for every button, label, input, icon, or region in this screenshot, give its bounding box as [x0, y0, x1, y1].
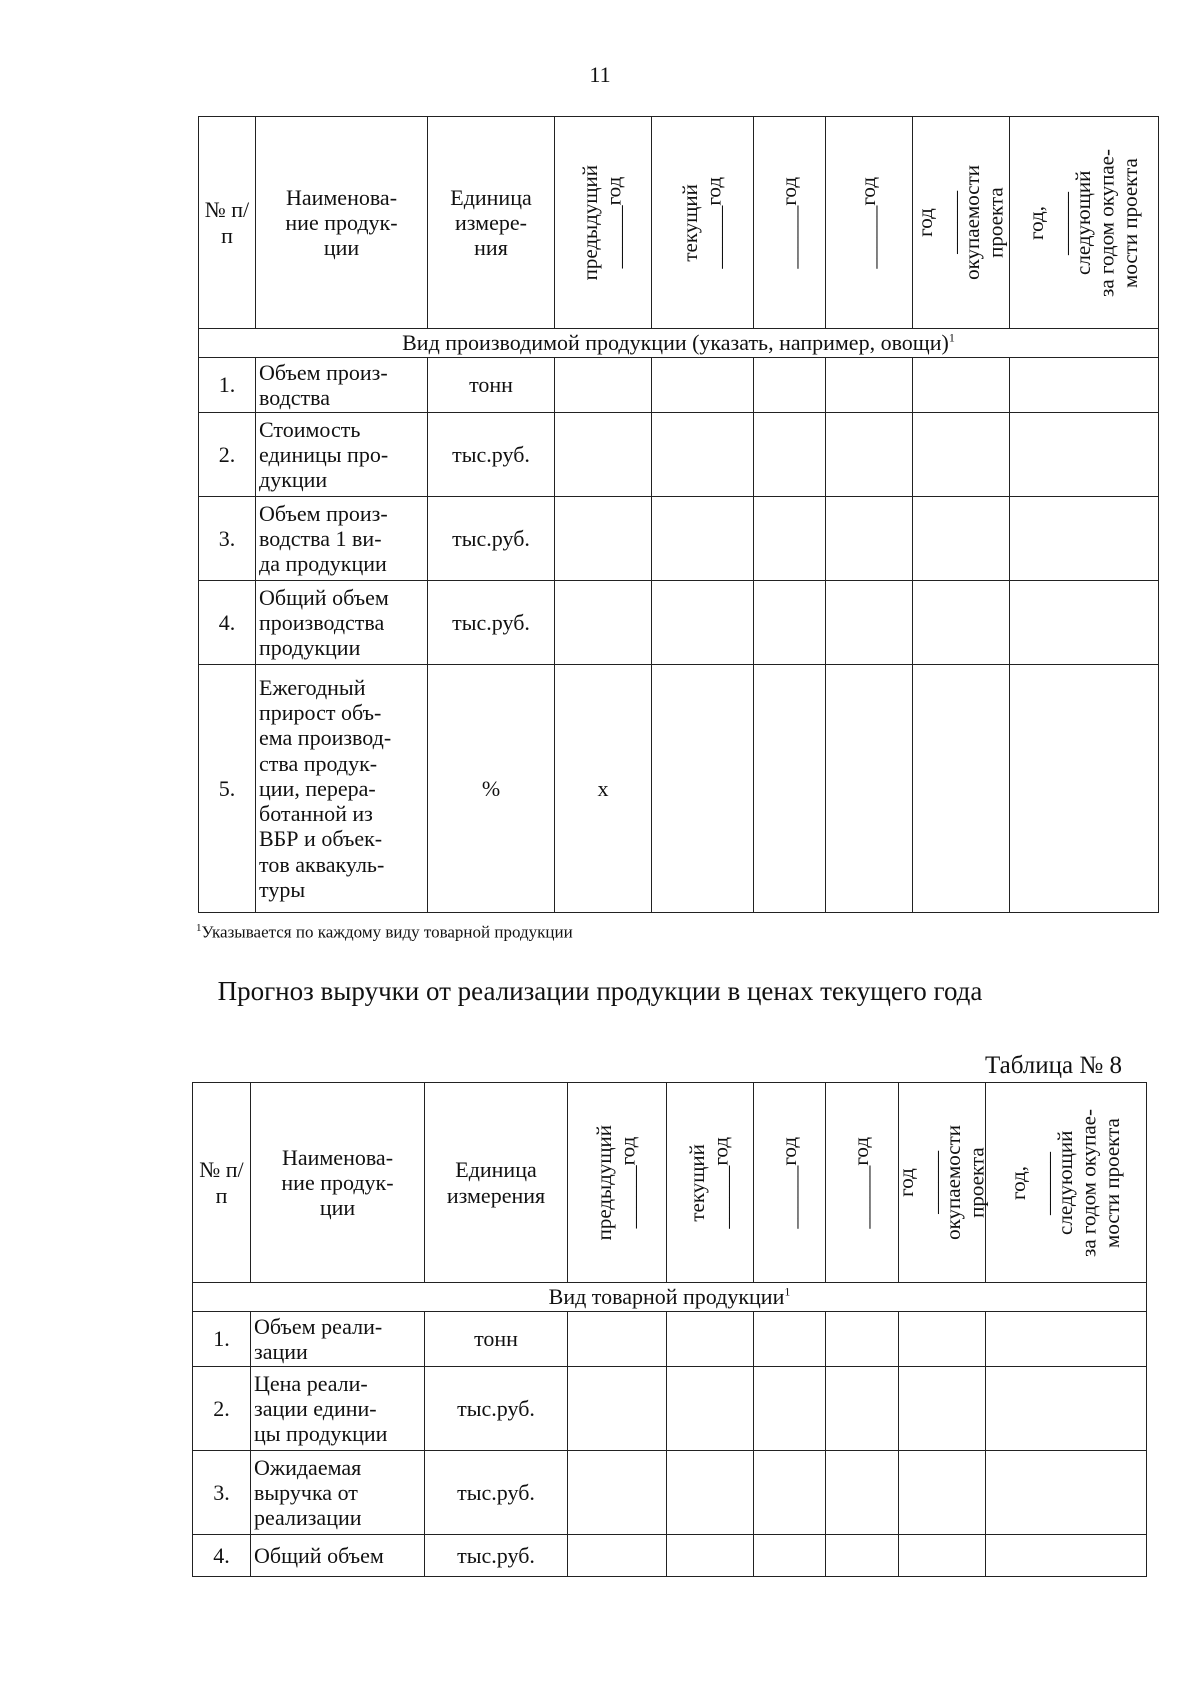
- header-year-payback: год ______ окупаемости проекта: [899, 1083, 986, 1283]
- section-row: [199, 329, 1159, 358]
- production-table: [198, 116, 1159, 913]
- header-num: № п/п: [193, 1083, 251, 1283]
- table-header-row: [199, 117, 1159, 329]
- section-title: Прогноз выручки от реализации продукции в ценах текущего года: [217, 976, 983, 1006]
- table-row: 5. Ежегодный прирост объ- ема производ- ства продук- ции, перера- ботанной из ВБР и объек- тов аквакуль- туры % x: [199, 665, 1159, 913]
- table-number-label: Таблица № 8: [984, 1052, 1122, 1079]
- header-name: Наименова- ние продук- ции: [256, 117, 428, 329]
- header-year-4: ______год: [826, 117, 913, 329]
- header-year-4: ______год: [826, 1083, 899, 1283]
- revenue-table: [192, 1082, 1147, 1577]
- table-row: 2. Стоимость единицы про- дукции тыс.руб.: [199, 413, 1159, 497]
- header-name: Наименова- ние продук- ции: [251, 1083, 425, 1283]
- section-label: Вид производимой продукции (указать, например, овощи)$^1$: [199, 329, 1159, 358]
- header-unit: Единица измерения: [425, 1083, 568, 1283]
- header-year-3: ______год: [754, 117, 826, 329]
- table-row: 1. Объем реали- зации тонн: [193, 1312, 1147, 1367]
- table-row: 1. Объем произ- водства тонн: [199, 358, 1159, 413]
- header-year-current: текущий ______год: [667, 1083, 754, 1283]
- footnote: $^1$Указывается по каждому виду товарной продукции: [196, 922, 573, 942]
- section-row: [193, 1283, 1147, 1312]
- header-num: № п/п: [199, 117, 256, 329]
- table-row: 3. Объем произ- водства 1 ви- да продукции тыс.руб.: [199, 497, 1159, 581]
- table-row: 4. Общий объем тыс.руб.: [193, 1535, 1147, 1577]
- header-year-prev: предыдущий ______год: [555, 117, 652, 329]
- header-year-payback: год ______ окупаемости проекта: [913, 117, 1010, 329]
- header-year-after-payback: год, ______ следующий за годом окупае- мости проекта: [986, 1083, 1147, 1283]
- header-year-prev: предыдущий ______год: [568, 1083, 667, 1283]
- table-row: 2. Цена реали- зации едини- цы продукции тыс.руб.: [193, 1367, 1147, 1451]
- table-row: 4. Общий объем производства продукции тыс.руб.: [199, 581, 1159, 665]
- header-year-after-payback: год, ______ следующий за годом окупае- мости проекта: [1010, 117, 1159, 329]
- table-row: 3. Ожидаемая выручка от реализации тыс.руб.: [193, 1451, 1147, 1535]
- header-year-current: текущий ______год: [652, 117, 754, 329]
- header-unit: Единица измере- ния: [428, 117, 555, 329]
- table-header-row: [193, 1083, 1147, 1283]
- header-year-3: ______год: [754, 1083, 826, 1283]
- page-number: 11: [589, 62, 611, 87]
- section-label: Вид товарной продукции$^1$: [193, 1283, 1147, 1312]
